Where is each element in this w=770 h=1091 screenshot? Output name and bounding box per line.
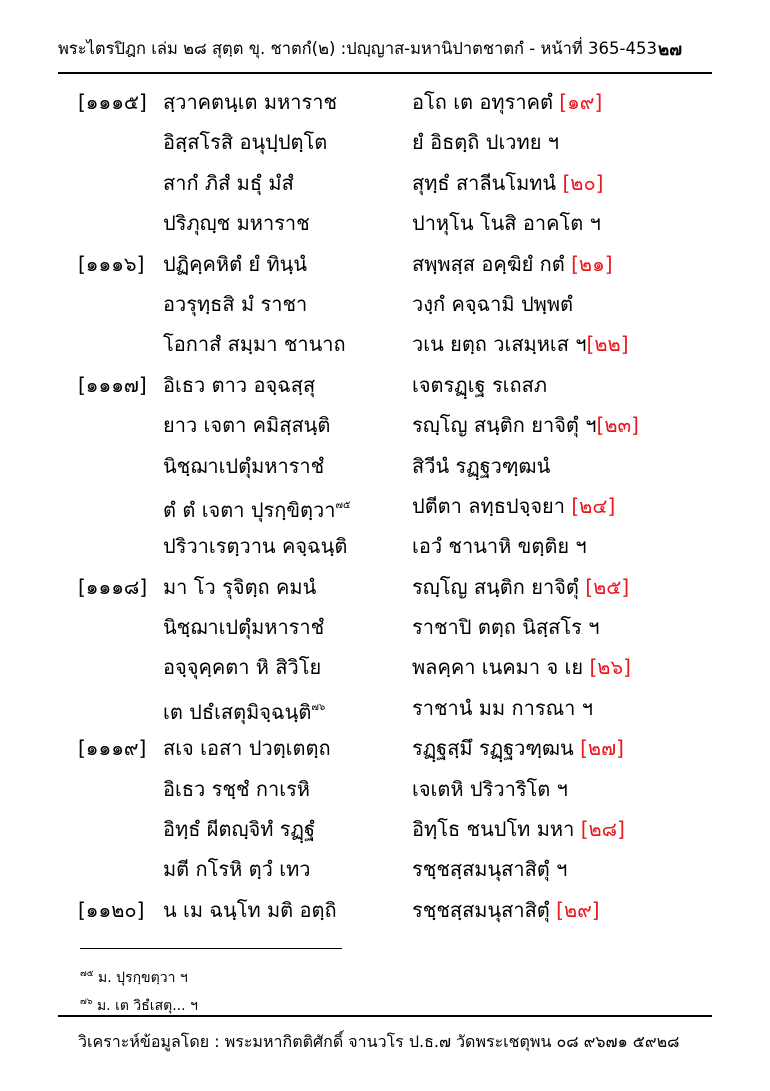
verse-number: [๑๑๑๙] xyxy=(78,736,147,761)
verse-row xyxy=(0,526,770,566)
verse-line-a-text: โอกาสํ สมฺมา ชานาถ xyxy=(163,332,346,357)
footnote-ref: ๗๕ xyxy=(335,499,351,511)
verse-row xyxy=(0,849,770,889)
verse-number: [๑๑๑๘] xyxy=(78,574,148,599)
verse-line-b xyxy=(412,567,629,607)
verse-line-a xyxy=(163,365,315,405)
verse-ref-number: [๒๐] xyxy=(562,170,604,195)
verse-line-b xyxy=(412,526,587,566)
verse-line-b xyxy=(412,405,639,445)
verse-line-a-text: น เม ฉนฺโท มติ อตฺถิ xyxy=(163,897,337,922)
verse-line-a-text: สฺวาคตนฺเต มหาราช xyxy=(163,90,338,114)
page-footer: วิเคราะห์ข้อมูลโดย : พระมหากิตติศักดิ์ จานวโร ป.ธ.๗ วัดพระเชตุพน ๐๘ ๙๖๗๑ ๕๙๒๘ xyxy=(78,1032,680,1051)
verse-row xyxy=(0,728,770,768)
verse-number: [๑๑๑๗] xyxy=(78,372,147,397)
verse-row xyxy=(0,122,770,162)
verse-line-a-text: สเจ เอสา ปวตฺเตตฺถ xyxy=(163,736,331,761)
verse-line-a-text: ปริวาเรตฺวาน คจฺฉนฺติ xyxy=(163,534,348,559)
verse-line-b xyxy=(412,365,547,405)
verse-line-b-text: ปตีตา ลทฺธปจฺจยา xyxy=(412,493,565,518)
verse-number: [๑๑๑๕] xyxy=(78,90,147,114)
verse-line-a-text: ตํ ตํ เจตา ปุรกฺขิตฺวา xyxy=(163,497,336,522)
verse-line-b xyxy=(412,849,567,889)
verse-line-a-text: อิเธว รชฺชํ กาเรหิ xyxy=(163,776,310,801)
verse-line-b-text: วเน ยตฺถ วเสมฺหเส ฯ xyxy=(412,332,587,357)
verse-line-b-text: รฏฺฐสฺมึ รฏฺฐวฑฺฒน xyxy=(412,736,574,761)
verse-ref-number: [๒๙] xyxy=(556,897,600,922)
verse-line-a xyxy=(163,203,310,243)
footnote-text: ม. ปุรกฺขตฺวา ฯ xyxy=(98,970,188,986)
verse-line-b-text: อิทฺโธ ชนปโท มหา xyxy=(412,817,575,842)
verse-line-a-text: ปริภุญฺช มหาราช xyxy=(163,211,310,236)
verse-number: [๑๑๑๖] xyxy=(78,251,145,276)
verse-line-a xyxy=(163,526,347,566)
verse-line-a xyxy=(163,284,307,324)
verse-ref-number: [๒๕] xyxy=(585,574,630,599)
verse-line-a-text: เต ปธํเสตุมิจฺฉนฺติ xyxy=(163,699,312,724)
footnote-mark: ๗๕ xyxy=(80,969,94,979)
verse-line-a-text: อจฺจุคฺคตา หิ สิวิโย xyxy=(163,655,322,680)
verse-line-a-text: สากํ ภิสํ มธุํ มํสํ xyxy=(163,170,294,195)
verse-ref-number: [๒๑] xyxy=(571,251,613,276)
page-header-title: พระไตรปิฎก เล่ม ๒๘ สุตฺต ขุ. ชาตกํ(๒) :ปญฺญาส-มหานิปาตชาตกํ - หน้าที่ 365-453 xyxy=(58,39,657,58)
verse-row xyxy=(0,769,770,809)
verse-line-a xyxy=(163,446,324,486)
verse-ref-number: [๒๒] xyxy=(586,332,629,357)
verse-row xyxy=(0,284,770,324)
verse-line-a xyxy=(163,324,346,364)
verse-line-b-text: สิวีนํ รฏฺฐวฑฺฒนํ xyxy=(412,453,551,478)
footnote-text: ม. เต วิธํเสตุ... ฯ xyxy=(96,998,198,1014)
verse-line-a xyxy=(163,405,330,445)
footnote-mark: ๗๖ xyxy=(80,997,93,1007)
footnote-item xyxy=(80,966,188,989)
verse-line-a xyxy=(163,567,316,607)
verse-line-b-text: สุทฺธํ สาลีนโมทนํ xyxy=(412,170,557,195)
verse-line-b xyxy=(412,890,600,930)
verse-line-b xyxy=(412,769,568,809)
verse-line-a xyxy=(163,244,307,284)
page-number: ๒๗ xyxy=(658,40,682,60)
verse-line-a xyxy=(163,163,294,203)
verse-line-a xyxy=(163,607,324,647)
verse-row xyxy=(0,486,770,526)
verse-line-a xyxy=(163,809,315,849)
verse-line-b xyxy=(412,728,624,768)
verse-line-a xyxy=(163,890,337,930)
verse-line-b-text: รญฺโญ สนฺติก ยาจิตุํ xyxy=(412,574,579,599)
verse-line-a xyxy=(163,849,311,889)
verse-line-a xyxy=(163,728,331,768)
verse-line-b xyxy=(412,163,603,203)
verse-ref-number: [๑๙] xyxy=(559,90,603,114)
verse-line-b xyxy=(412,122,559,162)
verse-row xyxy=(0,688,770,728)
verse-line-a-text: ยาว เจตา คมิสฺสนฺติ xyxy=(163,413,331,438)
verse-ref-number: [๒๗] xyxy=(580,736,624,761)
verse-row xyxy=(0,890,770,930)
verse-line-b xyxy=(412,688,593,728)
verse-list xyxy=(0,82,770,930)
verse-line-b xyxy=(412,607,599,647)
verse-line-b-text: รญฺโญ สนฺติก ยาจิตุํ ฯ xyxy=(412,413,597,438)
verse-line-a xyxy=(163,647,321,687)
verse-line-b-text: รชฺชสฺสมนุสาสิตุํ xyxy=(412,897,550,922)
footnote-divider xyxy=(80,948,342,949)
verse-ref-number: [๒๘] xyxy=(580,817,625,842)
verse-line-b xyxy=(412,647,631,687)
verse-line-a xyxy=(163,688,325,732)
verse-row xyxy=(0,365,770,405)
verse-line-b-text: เอวํ ชานาหิ ขตฺติย ฯ xyxy=(412,534,587,559)
verse-line-b-text: เจเตหิ ปริวาริโต ฯ xyxy=(412,776,568,801)
header-divider xyxy=(58,72,712,74)
verse-line-a xyxy=(163,486,351,530)
verse-line-b-text: วงฺกํ คจฺฉามิ ปพฺพตํ xyxy=(412,291,574,316)
verse-row xyxy=(0,567,770,607)
verse-line-b xyxy=(412,446,550,486)
verse-row xyxy=(0,809,770,849)
verse-line-b xyxy=(412,244,613,284)
verse-line-a-text: อิเธว ตาว อจฺฉสฺสุ xyxy=(163,372,316,397)
verse-line-a xyxy=(163,82,337,122)
verse-line-b xyxy=(412,324,629,364)
verse-line-b-text: รชฺชสฺสมนุสาสิตุํ ฯ xyxy=(412,857,568,882)
footnote-ref: ๗๖ xyxy=(311,701,326,713)
verse-row xyxy=(0,405,770,445)
verse-ref-number: [๒๔] xyxy=(571,493,616,518)
verse-line-a-text: ปฏิคฺคหิตํ ยํ ทินฺนํ xyxy=(163,251,308,276)
verse-line-b xyxy=(412,809,625,849)
verse-row xyxy=(0,244,770,284)
verse-row xyxy=(0,324,770,364)
verse-line-a-text: อิทฺธํ ผีตญฺจิทํ รฏฺฐํ xyxy=(163,817,315,842)
verse-line-b-text: เจตรฏฺเฐ รเถสภ xyxy=(412,372,548,397)
verse-line-b xyxy=(412,82,602,122)
verse-ref-number: [๒๖] xyxy=(589,655,631,680)
verse-line-b xyxy=(412,203,601,243)
verse-line-b xyxy=(412,486,615,526)
verse-line-b-text: พลคฺคา เนคมา จ เย xyxy=(412,655,584,680)
footer-divider xyxy=(58,1015,712,1017)
verse-line-b-text: ราชานํ มม การณา ฯ xyxy=(412,695,593,720)
footnote-item xyxy=(80,994,198,1017)
verse-line-a-text: มา โว รุจิตฺถ คมนํ xyxy=(163,574,317,599)
verse-row xyxy=(0,203,770,243)
verse-ref-number: [๒๓] xyxy=(596,413,639,438)
verse-line-b xyxy=(412,284,573,324)
verse-line-a xyxy=(163,769,310,809)
verse-line-b-text: ราชาปิ ตตฺถ นิสฺสโร ฯ xyxy=(412,615,600,640)
verse-line-a xyxy=(163,122,327,162)
verse-row xyxy=(0,647,770,687)
verse-line-a-text: อิสฺสโรสิ อนุปฺปตฺโต xyxy=(163,130,328,155)
verse-line-b-text: ปาหุโน โนสิ อาคโต ฯ xyxy=(412,211,601,236)
verse-line-b-text: อโถ เต อทุราคตํ xyxy=(412,90,553,114)
verse-row xyxy=(0,163,770,203)
verse-row xyxy=(0,446,770,486)
verse-line-b-text: สพฺพสฺส อคฺฆิยํ กตํ xyxy=(412,251,565,276)
verse-line-a-text: นิชฺฌาเปตุํมหาราชํ xyxy=(163,453,325,478)
verse-line-a-text: มตี กโรหิ ตฺวํ เทว xyxy=(163,857,311,882)
verse-row xyxy=(0,82,770,122)
verse-row xyxy=(0,607,770,647)
verse-line-a-text: อวรุทฺธสิ มํ ราชา xyxy=(163,291,308,316)
verse-number: [๑๑๒๐] xyxy=(78,897,145,922)
verse-line-b-text: ยํ อิธตฺถิ ปเวทย ฯ xyxy=(412,130,560,155)
verse-line-a-text: นิชฺฌาเปตุํมหาราชํ xyxy=(163,615,325,640)
